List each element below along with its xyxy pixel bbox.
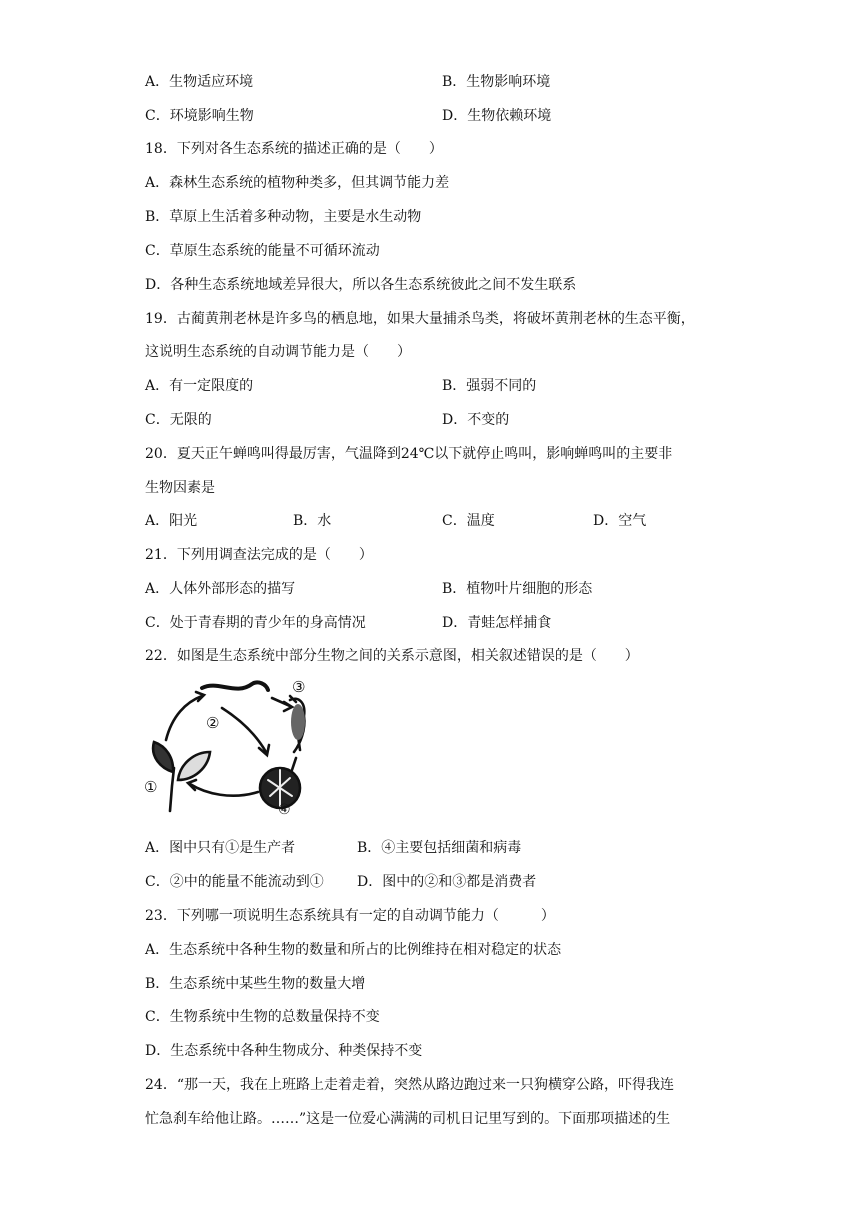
q23-option-b: B．生态系统中某些生物的数量大增 <box>145 976 366 992</box>
q18-option-a: A．森林生态系统的植物种类多，但其调节能力差 <box>145 175 450 191</box>
plant-leaf-left <box>153 742 173 772</box>
q20-option-d: D．空气 <box>593 513 647 529</box>
arrow-bird-to-decomposer <box>292 758 296 770</box>
q21-stem: 21．下列用调查法完成的是（ ） <box>145 547 373 563</box>
q24-stem-line2: 忙急刹车给他让路。……”这是一位爱心满满的司机日记里写到的。下面那项描述的生 <box>145 1111 671 1127</box>
arrow-caterpillar-to-decomposer <box>222 708 266 752</box>
q17-option-c: C．环境影响生物 <box>145 108 254 124</box>
q19-option-c: C．无限的 <box>145 412 212 428</box>
q19-stem-line2: 这说明生态系统的自动调节能力是（ ） <box>145 344 411 360</box>
ecosystem-diagram <box>140 676 320 816</box>
q18-option-b: B．草原上生活着多种动物，主要是水生动物 <box>145 209 422 225</box>
q20-stem-line1: 20．夏天正午蝉鸣叫得最厉害，气温降到24℃以下就停止鸣叫，影响蝉鸣叫的主要非 <box>145 446 673 462</box>
plant-leaf-right <box>178 752 210 780</box>
q22-option-b: B．④主要包括细菌和病毒 <box>357 840 522 856</box>
q18-option-c: C．草原生态系统的能量不可循环流动 <box>145 243 380 259</box>
q22-option-a: A．图中只有①是生产者 <box>145 840 296 856</box>
label-3: ③ <box>292 678 306 696</box>
q21-option-c: C．处于青春期的青少年的身高情况 <box>145 615 366 631</box>
q23-option-d: D．生态系统中各种生物成分、种类保持不变 <box>145 1043 423 1059</box>
label-2: ② <box>206 714 220 732</box>
label-4: ④ <box>278 802 291 816</box>
q21-option-b: B．植物叶片细胞的形态 <box>442 581 593 597</box>
q17-option-a: A．生物适应环境 <box>145 74 254 90</box>
arrow-decomposer-to-plant <box>190 784 258 796</box>
label-1: ① <box>144 778 158 796</box>
q18-stem: 18．下列对各生态系统的描述正确的是（ ） <box>145 141 443 157</box>
q22-option-d: D．图中的②和③都是消费者 <box>357 874 537 890</box>
q21-option-a: A．人体外部形态的描写 <box>145 581 296 597</box>
q24-stem-line1: 24．“那一天，我在上班路上走着走着，突然从路边跑过来一只狗横穿公路，吓得我连 <box>145 1077 674 1093</box>
q19-option-b: B．强弱不同的 <box>442 378 537 394</box>
q19-option-a: A．有一定限度的 <box>145 378 254 394</box>
q23-option-c: C．生物系统中生物的总数量保持不变 <box>145 1009 380 1025</box>
plant-stem <box>170 768 174 811</box>
q20-option-c: C．温度 <box>442 513 495 529</box>
q20-option-b: B．水 <box>293 513 332 529</box>
q19-stem-line1: 19．古蔺黄荆老林是许多鸟的栖息地，如果大量捕杀鸟类，将破坏黄荆老林的生态平衡， <box>145 311 695 327</box>
q17-option-b: B．生物影响环境 <box>442 74 551 90</box>
q19-option-d: D．不变的 <box>442 412 510 428</box>
arrow-plant-to-caterpillar <box>166 696 202 740</box>
q23-option-a: A．生态系统中各种生物的数量和所占的比例维持在相对稳定的状态 <box>145 942 562 958</box>
q21-option-d: D．青蛙怎样捕食 <box>442 615 552 631</box>
q20-option-a: A．阳光 <box>145 513 198 529</box>
q18-option-d: D．各种生态系统地域差异很大，所以各生态系统彼此之间不发生联系 <box>145 277 577 293</box>
q22-stem: 22．如图是生态系统中部分生物之间的关系示意图，相关叙述错误的是（ ） <box>145 648 639 664</box>
caterpillar <box>202 682 268 690</box>
q20-stem-line2: 生物因素是 <box>145 480 215 496</box>
q22-option-c: C．②中的能量不能流动到① <box>145 874 324 890</box>
q17-option-d: D．生物依赖环境 <box>442 108 552 124</box>
q23-stem: 23．下列哪一项说明生态系统具有一定的自动调节能力（ ） <box>145 908 555 924</box>
